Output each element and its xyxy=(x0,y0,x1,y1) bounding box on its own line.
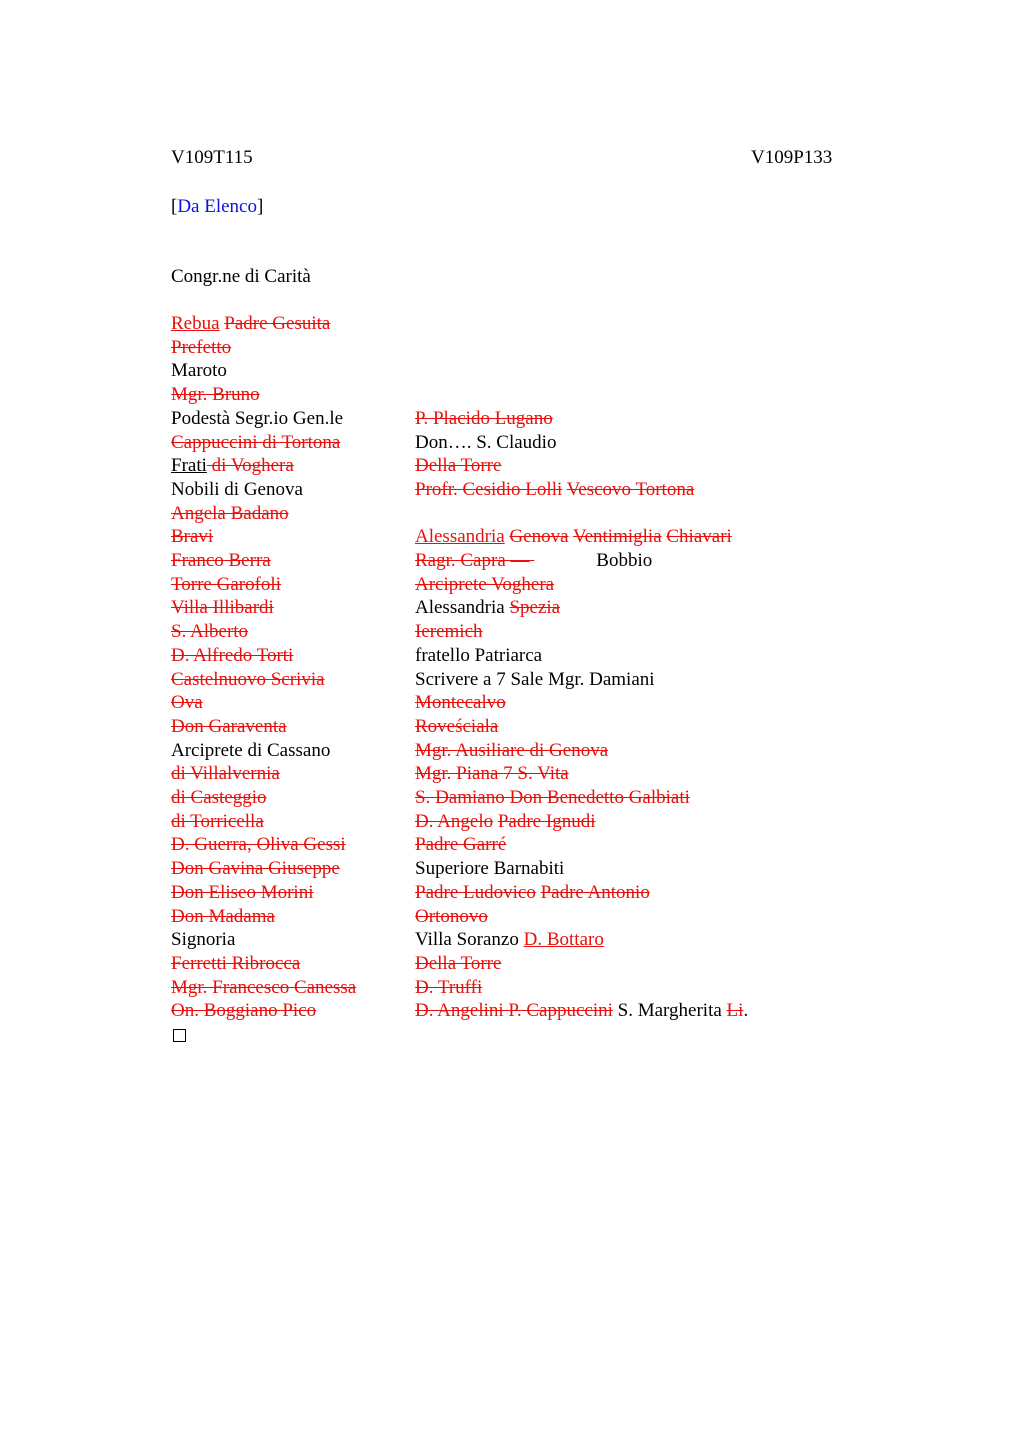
left-column-entry xyxy=(171,739,330,763)
right-column-entry-text: Profr. Cesidio Lolli xyxy=(415,478,563,500)
right-column-entry-text: Alessandria xyxy=(415,597,510,619)
left-column-entry-text: Don Eliseo Morini xyxy=(171,881,314,903)
left-column-entry xyxy=(171,573,281,597)
left-column-entry-text: Prefetto xyxy=(171,336,232,358)
source-reference xyxy=(171,195,263,219)
left-column-entry-text: Arciprete di Cassano xyxy=(171,739,331,761)
right-column-entry xyxy=(415,810,595,834)
left-column-entry-text: di Voghera xyxy=(206,455,294,477)
document-title: Congr.ne di Carità xyxy=(171,266,311,287)
right-column-entry-text: Superiore Barnabiti xyxy=(415,858,565,880)
left-column-entry xyxy=(171,952,300,976)
right-column-entry-text: Della Torre xyxy=(415,952,502,974)
right-column-entry xyxy=(415,668,655,692)
left-column-entry-text: Signoria xyxy=(171,929,236,951)
right-column-entry-text: D. Angelini P. Cappuccini xyxy=(415,1000,613,1022)
right-column-entry xyxy=(415,762,569,786)
right-column-entry-text: Li xyxy=(726,1000,744,1022)
right-column-entry-text: Padre Antonio xyxy=(540,881,650,903)
left-column-entry xyxy=(171,596,274,620)
left-column-entry xyxy=(171,312,330,336)
right-column-entry-text: Ortonovo xyxy=(415,905,488,927)
left-column-entry-text: Angela Badano xyxy=(171,502,289,524)
right-column-entry-text: . xyxy=(743,1000,749,1022)
left-column-entry xyxy=(171,620,248,644)
left-column-entry-text: Castelnuovo Scrivia xyxy=(171,668,325,690)
right-column-entry-text: D. Angelo xyxy=(415,810,494,832)
right-column-entry xyxy=(415,786,690,810)
left-column-entry-text: Frati xyxy=(171,455,207,477)
left-column-entry-text: Villa Illibardi xyxy=(171,597,274,619)
left-column-entry xyxy=(171,786,267,810)
right-column-entry-text: D. Bottaro xyxy=(523,929,604,951)
right-column-entry xyxy=(415,549,652,573)
left-column-entry xyxy=(171,762,280,786)
right-column-entry xyxy=(415,881,650,905)
bracket-close: ] xyxy=(256,196,264,217)
left-column-entry-text: Maroto xyxy=(171,360,227,382)
left-column-entry xyxy=(171,881,314,905)
left-column-entry-text: Franco Berra xyxy=(171,550,271,571)
right-column-entry-text: Mgr. Ausiliare di Genova xyxy=(415,739,609,761)
left-column-entry xyxy=(171,502,289,526)
left-column-entry xyxy=(171,359,227,383)
right-column-entry xyxy=(415,620,483,644)
left-column-entry xyxy=(171,905,275,929)
da-elenco-link[interactable]: Da Elenco xyxy=(177,196,257,217)
left-column-entry xyxy=(171,715,287,739)
right-column-entry xyxy=(415,573,554,597)
right-column-entry-text: Roveściala xyxy=(415,715,499,737)
left-column-entry-text: S. Alberto xyxy=(171,621,249,643)
right-column-entry xyxy=(415,715,498,739)
right-column-entry xyxy=(415,691,506,715)
left-column-entry-text: di Villalvernia xyxy=(171,763,280,785)
right-column-entry-text: Vescovo Tortona xyxy=(566,478,695,500)
right-column-entry-text: S. Margherita xyxy=(612,1000,727,1022)
left-column-entry xyxy=(171,549,271,573)
right-column-entry-text: P. Placido Lugano xyxy=(415,407,553,429)
left-column-entry xyxy=(171,668,325,692)
right-column-entry-text: Spezia xyxy=(509,597,561,619)
left-column-entry xyxy=(171,644,293,668)
left-column-entry-text: Mgr. Francesco Canessa xyxy=(171,976,357,998)
right-column-entry-text: Della Torre xyxy=(415,455,502,477)
right-column-entry-text: Scrivere a 7 Sale Mgr. Damiani xyxy=(415,668,655,690)
right-column-entry xyxy=(415,644,542,668)
right-column-entry-text: Genova xyxy=(509,526,569,548)
document-code-right: V109P133 xyxy=(751,147,833,168)
right-column-entry-text: Mgr. Piana 7 S. Vita xyxy=(415,763,569,785)
right-column-entry xyxy=(415,478,694,502)
right-column-entry-text: Padre Ignudi xyxy=(497,810,596,832)
right-column-entry-text: S. Damiano Don Benedetto Galbiati xyxy=(415,787,690,808)
right-column-entry xyxy=(415,407,553,431)
left-column-entry-text: Don Madama xyxy=(171,905,275,927)
right-column-entry-text: Padre Ludovico xyxy=(415,881,536,903)
left-column-entry xyxy=(171,999,316,1023)
right-column-entry-text: D. Truffi xyxy=(415,976,483,998)
left-column-entry xyxy=(171,478,303,502)
right-column-entry xyxy=(415,999,748,1023)
right-column-entry xyxy=(415,928,604,952)
left-column-entry xyxy=(171,431,340,455)
left-column-entry xyxy=(171,857,340,881)
right-column-entry-text: Don…. S. Claudio xyxy=(415,431,557,453)
left-column-entry-text: Don Gavina Giuseppe xyxy=(171,858,340,880)
right-column-entry-text: Montecalvo xyxy=(415,692,506,714)
right-column-entry xyxy=(415,905,488,929)
left-column-entry-text: Ova xyxy=(171,692,203,714)
left-column-entry-text: D. Alfredo Torti xyxy=(171,644,294,666)
left-column-entry-text: Cappuccini di Tortona xyxy=(171,431,341,453)
right-column-entry-text: Padre Garré xyxy=(415,834,507,856)
right-column-entry-text: Chiavari xyxy=(666,526,732,548)
left-column-entry-text: Bravi xyxy=(171,526,214,548)
right-column-entry xyxy=(415,431,556,455)
left-column-entry-text: Rebua xyxy=(171,313,220,334)
left-column-entry xyxy=(171,976,356,1000)
right-column-entry-text: fratello Patriarca xyxy=(415,644,543,666)
left-column-entry xyxy=(171,383,260,407)
left-column-entry-text: di Casteggio xyxy=(171,787,267,808)
left-column-entry xyxy=(171,691,203,715)
right-column-entry-text: Villa Soranzo xyxy=(415,929,524,951)
right-column-entry xyxy=(415,525,732,549)
right-column-entry-text: Ventimiglia xyxy=(572,526,662,548)
left-column-entry-text: On. Boggiano Pico xyxy=(171,1000,317,1022)
left-column-entry-text: Padre Gesuita xyxy=(224,313,331,334)
left-column-entry xyxy=(171,810,264,834)
right-column-entry xyxy=(415,857,564,881)
left-column-entry xyxy=(171,407,343,431)
right-column-entry xyxy=(415,833,506,857)
right-column-entry xyxy=(415,976,482,1000)
left-column-entry xyxy=(171,454,294,478)
left-column-entry-text: Mgr. Bruno xyxy=(171,384,260,406)
right-column-entry xyxy=(415,454,501,478)
left-column-entry xyxy=(171,336,231,360)
left-column-entry-text: D. Guerra, Oliva Gessi xyxy=(171,834,346,856)
left-column-entry xyxy=(171,525,213,549)
right-column-entry-text: Arciprete Voghera xyxy=(415,573,555,595)
left-column-entry-text: Podestà Segr.io Gen.le xyxy=(171,407,344,429)
left-column-entry-text: Ferretti Ribrocca xyxy=(171,952,301,974)
left-column-entry-text: di Torricella xyxy=(171,810,264,832)
right-column-entry xyxy=(415,952,501,976)
left-column-entry xyxy=(171,833,346,857)
right-column-entry-text: Ieremich xyxy=(415,621,483,643)
left-column-entry-text: Don Garaventa xyxy=(171,715,287,737)
left-column-entry-text: Nobili di Genova xyxy=(171,478,303,500)
right-column-entry xyxy=(415,596,560,620)
bracket-open: [ xyxy=(171,196,178,217)
right-column-entry-text: Alessandria xyxy=(415,526,505,548)
right-column-entry xyxy=(415,739,608,763)
right-column-entry-text: Ragr. Capra — xyxy=(415,550,535,571)
left-column-entry-text: Torre Garofoli xyxy=(171,573,281,595)
left-column-entry xyxy=(171,928,235,952)
right-column-entry-text: Bobbio xyxy=(596,550,653,571)
empty-box-icon xyxy=(173,1029,186,1042)
document-code-left: V109T115 xyxy=(171,147,253,168)
